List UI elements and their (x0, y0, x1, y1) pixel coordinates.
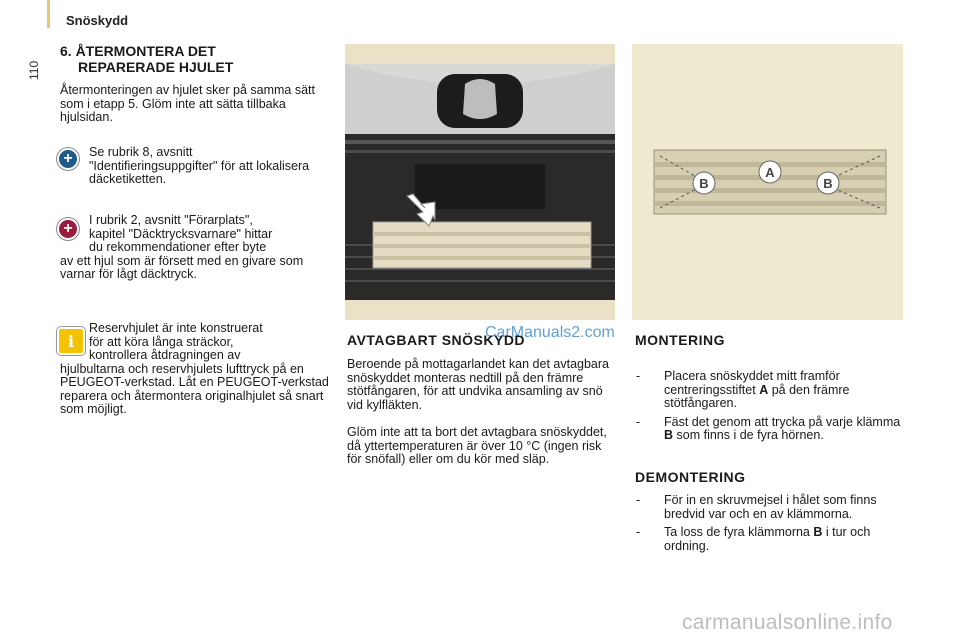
demontering-list (632, 494, 897, 553)
note-line: I rubrik 2, avsnitt "Förarplats", (89, 213, 253, 227)
snow-guard-title: AVTAGBART SNÖSKYDD (347, 332, 526, 348)
heading-line-2: REPARERADE HJULET (78, 59, 234, 75)
montering-list (632, 370, 902, 443)
note-line: kontrollera åtdragningen av (89, 348, 241, 362)
note-line: kapitel "Däcktrycksvarnare" hittar (89, 226, 273, 241)
note-line: av ett hjul som är försett med en givare som varnar för lågt däcktryck. (60, 253, 304, 281)
plus-icon: + (57, 148, 79, 170)
car-front-photo (345, 44, 615, 320)
note-line: du rekommendationer efter byte (89, 240, 267, 254)
demontering-title: DEMONTERING (635, 469, 746, 485)
list-item: - Fäst det genom att trycka på varje klämma B som finns i de fyra hörnen. (636, 414, 901, 442)
note-identification: Se rubrik 8, avsnitt "Identifieringsuppgifter" för att lokalisera däcketiketten. (89, 145, 310, 186)
callout-label-b: B (823, 176, 833, 191)
header-accent-bar (47, 0, 50, 28)
section-title: Snöskydd (66, 13, 129, 28)
note-line: Reservhjulet är inte konstruerat (89, 321, 263, 335)
list-item: - För in en skruvmejsel i hålet som finns bredvid var och en av klämmorna. (636, 493, 877, 521)
snow-guard-diagram (632, 44, 903, 320)
footer-watermark: carmanualsonline.info (682, 611, 893, 634)
note-spare-wheel (60, 322, 330, 417)
heading-line-1: 6. ÅTERMONTERA DET (60, 43, 216, 59)
callout-label-a: A (765, 165, 775, 180)
snow-guard-illustration (632, 44, 903, 320)
note-tyre-pressure (60, 214, 328, 282)
snow-guard-paragraph-2: Glöm inte att ta bort det avtagbara snöskyddet, då yttertemperaturen är över 10 °C (ingen risk för snöfall) eller om du kör med släp. (347, 425, 607, 466)
list-item: - Placera snöskyddet mitt framför centreringsstiftet A på den främre stötfångaren. (636, 369, 850, 410)
snow-guard-paragraph-1: Beroende på mottagarlandet kan det avtagbara snöskyddet monteras nedtill på den främre stötfångaren, för att undvika ansamling av snö vid kylfläkten. (347, 357, 609, 412)
info-icon: i (57, 327, 85, 355)
note-line: hjulbultarna och reservhjulets lufttryck på en PEUGEOT-verkstad. Låt en PEUGEOT-verkstad reparera och återmontera originalhjulet så snart som möjligt. (60, 361, 329, 416)
section-heading (60, 43, 330, 75)
note-line: för att köra långa sträckor, (89, 334, 234, 349)
plus-icon: + (57, 218, 79, 240)
intro-paragraph: Återmonteringen av hjulet sker på samma sätt som i etapp 5. Glöm inte att sätta tillbaka hjulsidan. (60, 83, 315, 124)
montering-title: MONTERING (635, 332, 726, 348)
car-front-illustration (345, 44, 615, 320)
page-number: 110 (27, 60, 41, 80)
watermark-text: CarManuals2.com (485, 324, 615, 341)
callout-label-b: B (699, 176, 709, 191)
list-item: - Ta loss de fyra klämmorna B i tur och ordning. (636, 525, 871, 553)
